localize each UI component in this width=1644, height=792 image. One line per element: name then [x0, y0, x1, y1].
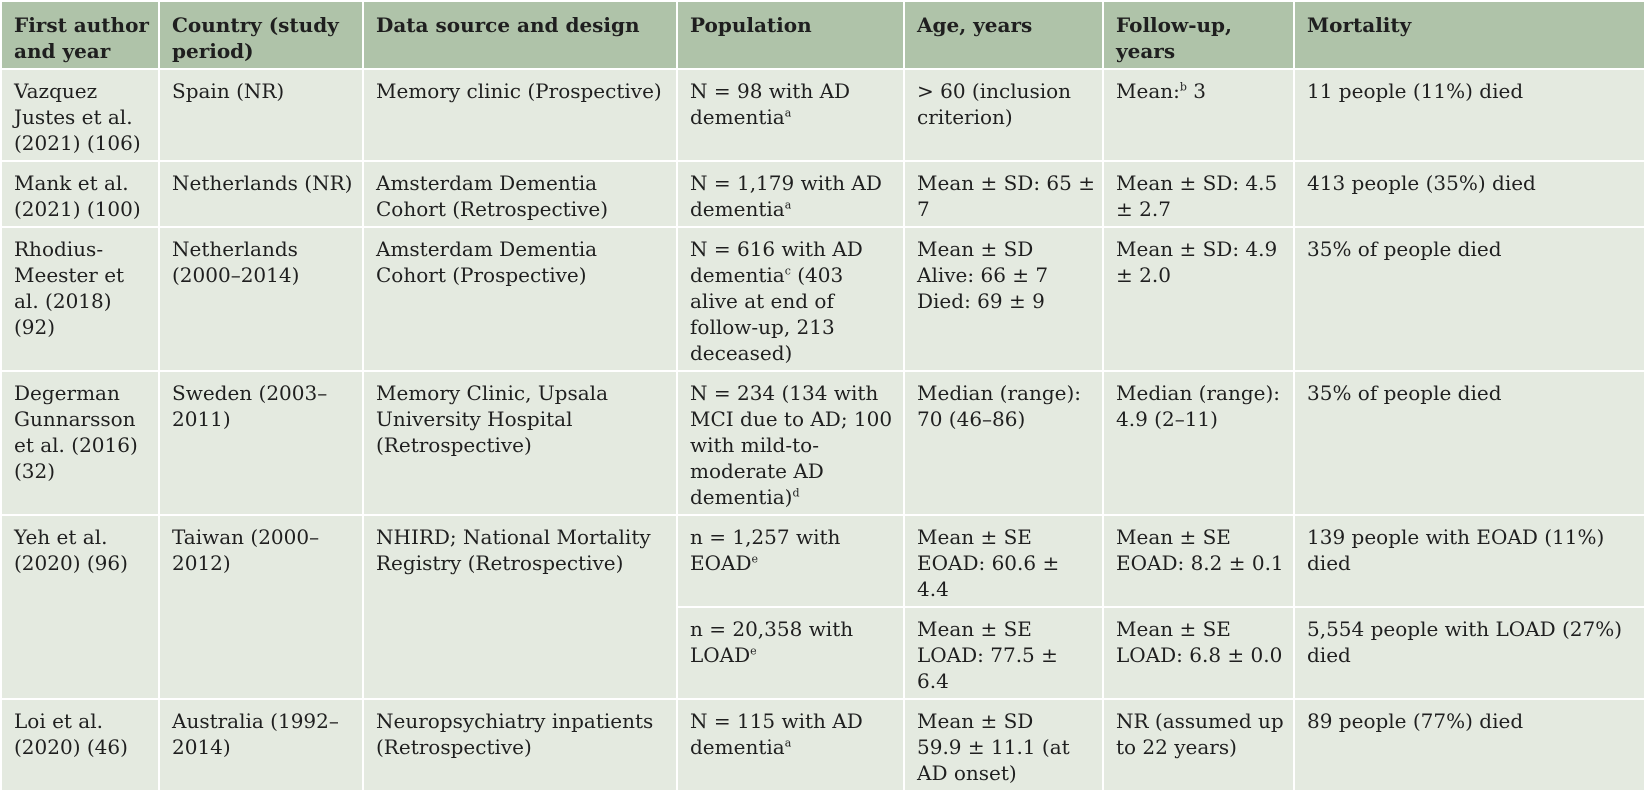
- header-follow-up: Follow-up, years: [1103, 1, 1294, 69]
- cell-author: Vazquez Justes et al. (2021) (106): [1, 69, 159, 161]
- cell-author: Yeh et al. (2020) (96): [1, 515, 159, 699]
- header-first-author: First author and year: [1, 1, 159, 69]
- cell-population: n = 20,358 with LOAD$^e$: [677, 607, 904, 699]
- cell-mortality: 139 people with EOAD (11%) died: [1294, 515, 1644, 607]
- footnote-marker: c: [784, 264, 791, 278]
- cell-country: Sweden (2003–2011): [159, 371, 363, 515]
- table-row: [1, 227, 1644, 371]
- cell-author: Rhodius-Meester et al. (2018) (92): [1, 227, 159, 371]
- cell-age: Mean ± SD 59.9 ± 11.1 (at AD onset): [904, 699, 1103, 791]
- cell-follow-up: Mean:$^b$ 3: [1103, 69, 1294, 161]
- cell-mortality: 35% of people died: [1294, 227, 1644, 371]
- cell-population: n = 1,257 with EOAD$^e$: [677, 515, 904, 607]
- header-population: Population: [677, 1, 904, 69]
- cell-country: Netherlands (2000–2014): [159, 227, 363, 371]
- cell-age: Median (range): 70 (46–86): [904, 371, 1103, 515]
- cell-author: Mank et al. (2021) (100): [1, 161, 159, 227]
- cell-population: N = 115 with AD dementia$^a$: [677, 699, 904, 791]
- footnote-marker: b: [1179, 80, 1187, 94]
- footnote-marker: a: [784, 198, 792, 212]
- cell-mortality: 413 people (35%) died: [1294, 161, 1644, 227]
- cell-country: Netherlands (NR): [159, 161, 363, 227]
- cell-mortality: 5,554 people with LOAD (27%) died: [1294, 607, 1644, 699]
- table-row: [1, 371, 1644, 515]
- header-data-source: Data source and design: [363, 1, 677, 69]
- footnote-marker: e: [750, 644, 757, 658]
- cell-country: Australia (1992–2014): [159, 699, 363, 791]
- cell-follow-up: Mean ± SE LOAD: 6.8 ± 0.0: [1103, 607, 1294, 699]
- cell-population: N = 1,179 with AD dementia$^a$: [677, 161, 904, 227]
- cell-follow-up: Mean ± SE EOAD: 8.2 ± 0.1: [1103, 515, 1294, 607]
- cell-population: N = 234 (134 with MCI due to AD; 100 with mild-to-moderate AD dementia)$^d$: [677, 371, 904, 515]
- cell-country: Spain (NR): [159, 69, 363, 161]
- table-row: [1, 69, 1644, 161]
- cell-source: Amsterdam Dementia Cohort (Retrospective): [363, 161, 677, 227]
- cell-age: Mean ± SE EOAD: 60.6 ± 4.4: [904, 515, 1103, 607]
- cell-source: Memory clinic (Prospective): [363, 69, 677, 161]
- cell-follow-up: Mean ± SD: 4.5 ± 2.7: [1103, 161, 1294, 227]
- header-country: Country (study period): [159, 1, 363, 69]
- cell-population: N = 98 with AD dementia$^a$: [677, 69, 904, 161]
- cell-follow-up: Median (range): 4.9 (2–11): [1103, 371, 1294, 515]
- footnote-marker: a: [784, 736, 792, 750]
- cell-age: Mean ± SD: 65 ± 7: [904, 161, 1103, 227]
- cell-author: Degerman Gunnarsson et al. (2016) (32): [1, 371, 159, 515]
- cell-age: Mean ± SE LOAD: 77.5 ± 6.4: [904, 607, 1103, 699]
- cell-mortality: 35% of people died: [1294, 371, 1644, 515]
- table-row: [1, 161, 1644, 227]
- cell-mortality: 89 people (77%) died: [1294, 699, 1644, 791]
- cell-country: Taiwan (2000–2012): [159, 515, 363, 699]
- cell-population: N = 616 with AD dementia$^c$ (403 alive at end of follow-up, 213 deceased): [677, 227, 904, 371]
- footnote-marker: a: [784, 106, 792, 120]
- cell-source: Amsterdam Dementia Cohort (Prospective): [363, 227, 677, 371]
- footnote-marker: d: [792, 486, 800, 500]
- cell-author: Loi et al. (2020) (46): [1, 699, 159, 791]
- footnote-marker: e: [751, 552, 758, 566]
- table-row: [1, 699, 1644, 791]
- table-header-row: [1, 1, 1644, 69]
- cell-mortality: 11 people (11%) died: [1294, 69, 1644, 161]
- cell-follow-up: Mean ± SD: 4.9 ± 2.0: [1103, 227, 1294, 371]
- cell-age: > 60 (inclusion criterion): [904, 69, 1103, 161]
- cell-follow-up: NR (assumed up to 22 years): [1103, 699, 1294, 791]
- cell-age: Mean ± SD Alive: 66 ± 7 Died: 69 ± 9: [904, 227, 1103, 371]
- cell-source: Neuropsychiatry inpatients (Retrospective): [363, 699, 677, 791]
- cell-source: Memory Clinic, Upsala University Hospital (Retrospective): [363, 371, 677, 515]
- cell-source: NHIRD; National Mortality Registry (Retrospective): [363, 515, 677, 699]
- table-row: [1, 515, 1644, 607]
- header-age: Age, years: [904, 1, 1103, 69]
- header-mortality: Mortality: [1294, 1, 1644, 69]
